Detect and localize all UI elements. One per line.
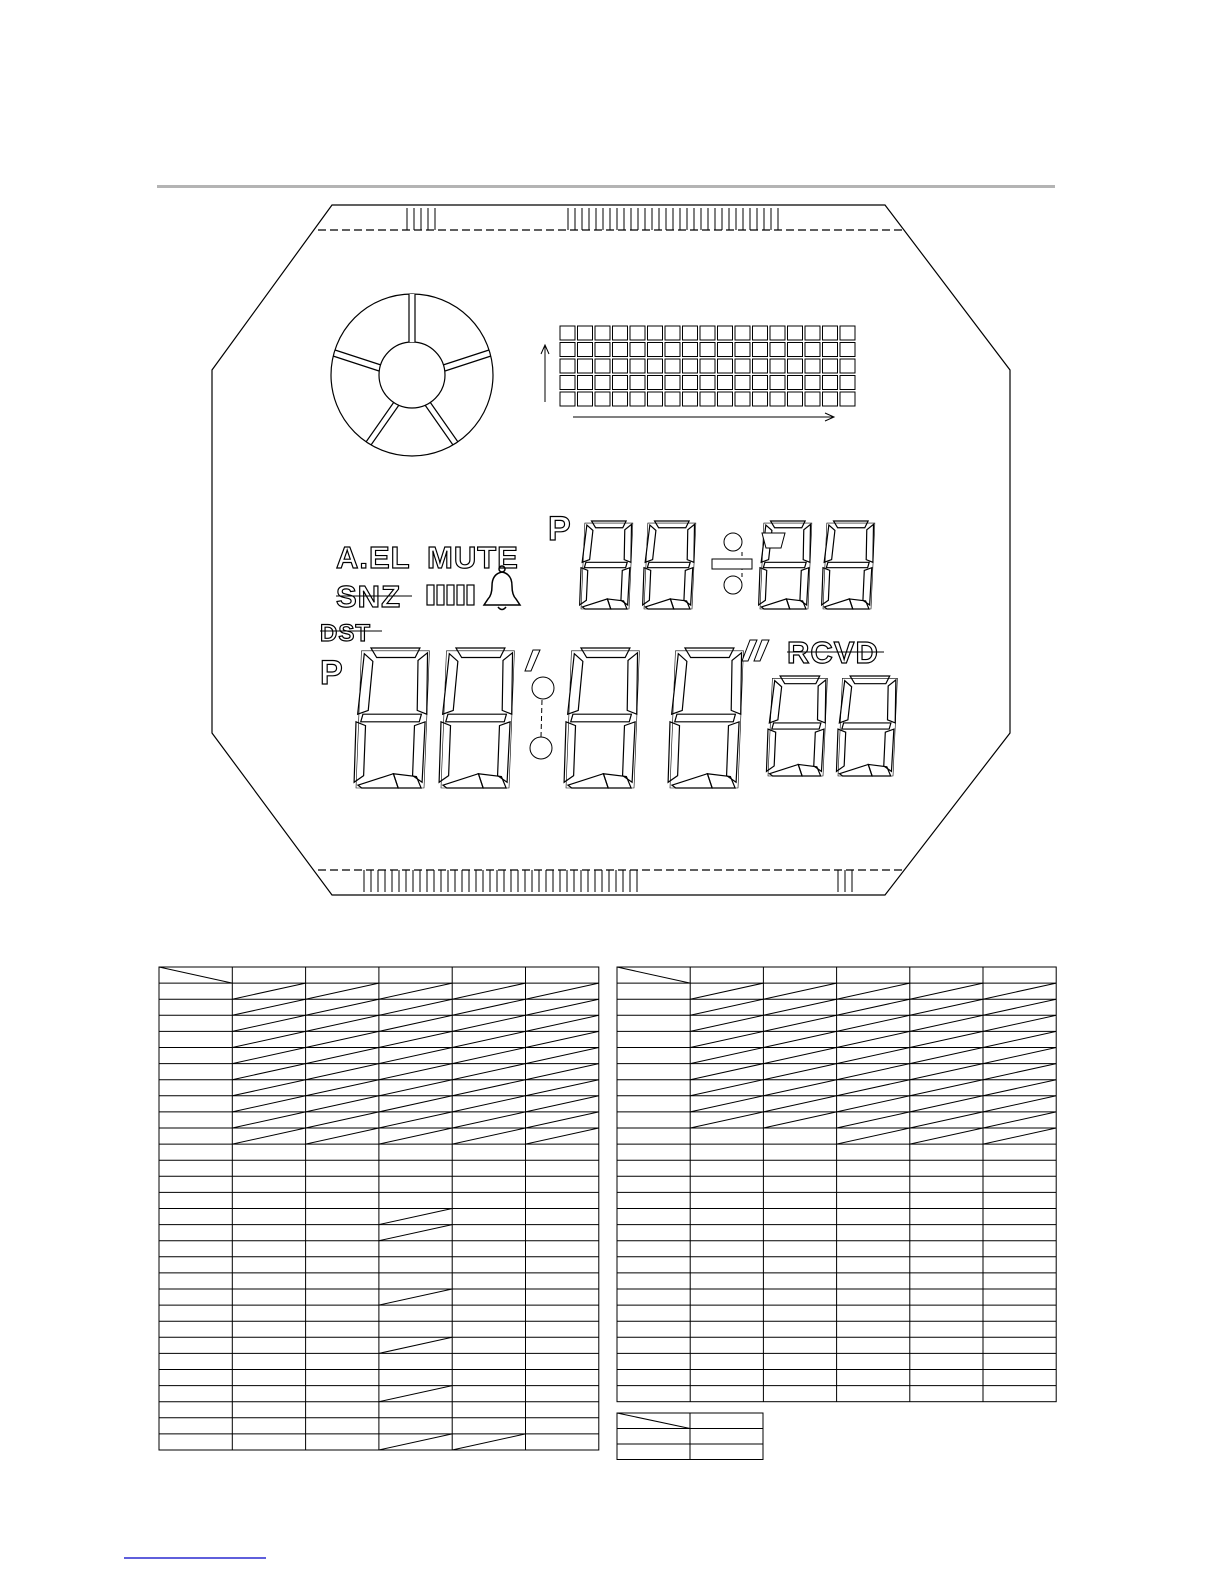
digit-segment (603, 774, 631, 788)
digit-segment (772, 723, 821, 729)
table-cell-diagonal (983, 1048, 1056, 1064)
digit-segment (888, 680, 896, 723)
bar-cell (578, 343, 593, 357)
bar-cell (718, 326, 733, 340)
digit-segment (607, 599, 627, 609)
digit-segment (771, 521, 806, 528)
table-cell-diagonal (690, 1048, 763, 1064)
table-cell-diagonal (306, 1080, 379, 1096)
bar-cell (560, 326, 575, 340)
digit-segment (849, 599, 869, 609)
table-cell-diagonal (526, 983, 599, 999)
ael-indicator: A.EL (336, 540, 411, 575)
bar-cell (805, 359, 820, 373)
digit-segment (814, 729, 824, 771)
digit-segment (868, 764, 890, 776)
digit-segment (564, 722, 575, 782)
table-cell-diagonal (232, 1064, 305, 1080)
digit-segment (446, 714, 507, 722)
rcvd-indicator: RCVD (787, 635, 879, 670)
table-cell-diagonal (690, 999, 763, 1015)
left-segment-table (159, 967, 599, 1450)
main-digit (668, 648, 743, 788)
table-cell-diagonal (379, 1112, 452, 1128)
bar-cell (735, 376, 750, 390)
bar-cell (700, 343, 715, 357)
table-cell-diagonal (306, 1128, 379, 1144)
bar-cell (595, 392, 610, 406)
bar-cell (823, 359, 838, 373)
digit-segment (685, 648, 734, 658)
top-digit (580, 521, 633, 609)
bar-cell (735, 392, 750, 406)
table-cell-diagonal (983, 1064, 1056, 1080)
table-cell-diagonal (232, 1015, 305, 1031)
bar-cell (560, 392, 575, 406)
bar-cell (665, 376, 680, 390)
table-cell-diagonal (837, 1128, 910, 1144)
table-cell-diagonal (763, 1015, 836, 1031)
table-cell-diagonal (763, 1064, 836, 1080)
digit-segment (687, 524, 694, 562)
table-cell-diagonal (452, 983, 525, 999)
bar-cell (840, 392, 855, 406)
table-header-diagonal (617, 1413, 690, 1429)
table-cell-diagonal (232, 1128, 305, 1144)
digit-segment (826, 562, 869, 567)
bar-cell (718, 392, 733, 406)
bar-cell (683, 343, 698, 357)
table-cell-diagonal (763, 983, 836, 999)
table-cell-diagonal (379, 983, 452, 999)
top-digit (643, 521, 696, 609)
table-cell-diagonal (306, 983, 379, 999)
table-header-diagonal (617, 967, 690, 983)
bar-cell (753, 326, 768, 340)
table-cell-diagonal (379, 1337, 452, 1353)
bar-cell (805, 376, 820, 390)
digit-segment (684, 568, 693, 605)
table-cell-diagonal (837, 1080, 910, 1096)
table-cell-diagonal (983, 1080, 1056, 1096)
table-cell-diagonal (910, 1096, 983, 1112)
bar-cell (595, 376, 610, 390)
table-cell-diagonal (837, 983, 910, 999)
table-cell-diagonal (837, 1031, 910, 1047)
table-cell-diagonal (452, 999, 525, 1015)
digit-segment (580, 568, 588, 605)
bar-cell (840, 343, 855, 357)
digit-segment (498, 722, 511, 782)
bar-cell (648, 359, 663, 373)
bar-cell (578, 392, 593, 406)
seconds-digit (836, 676, 897, 776)
bar-cell (665, 326, 680, 340)
bar-cell (700, 376, 715, 390)
digit-segment (670, 599, 690, 609)
bar-cell (613, 359, 628, 373)
table-cell-diagonal (910, 1064, 983, 1080)
digit-segment (850, 676, 890, 684)
colon-main (530, 677, 554, 759)
table-cell-diagonal (526, 1128, 599, 1144)
digit-segment (822, 568, 830, 605)
bar-cell (770, 376, 785, 390)
digit-segment (884, 729, 894, 771)
table-cell-diagonal (837, 1048, 910, 1064)
bar-cell (560, 376, 575, 390)
table-cell-diagonal (837, 999, 910, 1015)
seconds-digit (766, 676, 827, 776)
bar-graph-icon (560, 326, 855, 406)
table-cell-diagonal (763, 999, 836, 1015)
mute-indicator: MUTE (427, 540, 519, 575)
bar-cell (770, 326, 785, 340)
table-cell-diagonal (306, 1015, 379, 1031)
digit-segment (675, 714, 736, 722)
table-cell-diagonal (232, 1112, 305, 1128)
table-cell-diagonal (983, 1031, 1056, 1047)
digit-segment (647, 562, 690, 567)
table-cell-diagonal (763, 1112, 836, 1128)
table-cell-diagonal (983, 1015, 1056, 1031)
digit-segment (866, 524, 873, 562)
top-tick-mark (762, 533, 785, 548)
table-cell-diagonal (983, 999, 1056, 1015)
digit-segment (800, 568, 809, 605)
table-cell-diagonal (526, 1096, 599, 1112)
table-cell-diagonal (452, 1080, 525, 1096)
bar-cell (613, 343, 628, 357)
bar-cell (770, 392, 785, 406)
digit-segment (439, 722, 450, 782)
table-cell-diagonal (379, 1015, 452, 1031)
bar-cell (648, 343, 663, 357)
digit-segment (863, 568, 872, 605)
digit-segment (780, 676, 820, 684)
table-cell-diagonal (526, 999, 599, 1015)
bar-cell (823, 343, 838, 357)
digit-segment (707, 774, 735, 788)
digit-segment (502, 653, 512, 714)
bar-cell (648, 392, 663, 406)
p-indicator-top: P (548, 510, 572, 548)
digit-segment (623, 722, 636, 782)
table-cell-diagonal (763, 1096, 836, 1112)
bar-cell (805, 343, 820, 357)
table-cell-diagonal (232, 1080, 305, 1096)
table-cell-diagonal (379, 1209, 452, 1225)
digit-segment (766, 729, 775, 771)
table-cell-diagonal (452, 1015, 525, 1031)
right-arrow-icon (573, 413, 834, 421)
bar-cell (595, 343, 610, 357)
bar-cell (560, 343, 575, 357)
table-cell-diagonal (983, 1128, 1056, 1144)
table-cell-diagonal (910, 1128, 983, 1144)
digit-segment (731, 653, 741, 714)
bar-cell (735, 326, 750, 340)
bar-cell (788, 326, 803, 340)
digit-segment (393, 774, 421, 788)
table-cell-diagonal (690, 1096, 763, 1112)
bar-cell (683, 326, 698, 340)
bar-cell (788, 376, 803, 390)
table-cell-diagonal (690, 1064, 763, 1080)
digit-segment (759, 568, 767, 605)
bar-cell (595, 326, 610, 340)
table-cell-diagonal (379, 1225, 452, 1241)
table-cell-diagonal (379, 1386, 452, 1402)
bar-cell (560, 359, 575, 373)
bar-cell (718, 359, 733, 373)
table-cell-diagonal (526, 1080, 599, 1096)
digit-segment (803, 524, 810, 562)
bar-cell (630, 376, 645, 390)
bar-cell (700, 326, 715, 340)
bar-cell (840, 376, 855, 390)
digit-segment (361, 714, 422, 722)
bar-cell (613, 392, 628, 406)
bar-cell (735, 359, 750, 373)
digit-segment (621, 568, 630, 605)
top-rule (157, 185, 1055, 188)
bar-cell (665, 392, 680, 406)
bar-cell (630, 392, 645, 406)
digit-segment (727, 722, 740, 782)
bar-cell (683, 376, 698, 390)
digit-segment (413, 722, 426, 782)
bar-cell (770, 359, 785, 373)
bar-cell (788, 359, 803, 373)
lcd-panel (212, 205, 1010, 895)
bar-cell (683, 359, 698, 373)
second-mark (742, 640, 769, 661)
bar-cell (683, 392, 698, 406)
digit-segment (763, 562, 806, 567)
table-cell-diagonal (452, 1064, 525, 1080)
table-cell-diagonal (452, 1434, 525, 1450)
table-cell-diagonal (379, 1289, 452, 1305)
table-cell-diagonal (232, 1096, 305, 1112)
digit-segment (478, 774, 506, 788)
table-cell-diagonal (983, 1096, 1056, 1112)
bar-cell (753, 343, 768, 357)
table-cell-diagonal (837, 1096, 910, 1112)
bar-cell (735, 343, 750, 357)
lcd-outline (212, 205, 1010, 895)
table-cell-diagonal (837, 1064, 910, 1080)
table-cell-diagonal (452, 1031, 525, 1047)
main-digit (354, 648, 429, 788)
table-cell-diagonal (379, 1080, 452, 1096)
bar-cell (595, 359, 610, 373)
bar-cell (840, 326, 855, 340)
table-cell-diagonal (983, 1112, 1056, 1128)
digit-segment (417, 653, 427, 714)
table-cell-diagonal (452, 1096, 525, 1112)
digit-segment (584, 562, 627, 567)
table-cell-diagonal (232, 1031, 305, 1047)
table-cell-diagonal (763, 1048, 836, 1064)
snooze-indicator: SNZ (336, 579, 401, 614)
segment-tables (159, 967, 1056, 1460)
table-cell-diagonal (910, 1112, 983, 1128)
table-cell-diagonal (306, 1031, 379, 1047)
table-cell-diagonal (306, 1112, 379, 1128)
bar-cell (613, 326, 628, 340)
table-cell-diagonal (526, 1112, 599, 1128)
bar-cell (823, 376, 838, 390)
bar-cell (665, 359, 680, 373)
bar-cell (823, 326, 838, 340)
bar-cell (805, 392, 820, 406)
vibration-icon (427, 585, 474, 605)
table-cell-diagonal (690, 983, 763, 999)
bar-cell (648, 326, 663, 340)
bar-cell (630, 343, 645, 357)
table-cell-diagonal (526, 1048, 599, 1064)
table-cell-diagonal (526, 1064, 599, 1080)
up-arrow-icon (541, 345, 549, 402)
digit-segment (834, 521, 869, 528)
table-cell-diagonal (690, 1080, 763, 1096)
table-cell-diagonal (232, 999, 305, 1015)
table-cell-diagonal (690, 1015, 763, 1031)
table-cell-diagonal (910, 1080, 983, 1096)
table-cell-diagonal (910, 1031, 983, 1047)
bar-cell (578, 359, 593, 373)
bar-cell (665, 343, 680, 357)
table-cell-diagonal (690, 1112, 763, 1128)
bar-cell (770, 343, 785, 357)
digit-segment (371, 648, 420, 658)
table-cell-diagonal (379, 1096, 452, 1112)
table-cell-diagonal (837, 1015, 910, 1031)
table-cell-diagonal (306, 1096, 379, 1112)
digit-segment (668, 722, 679, 782)
table-cell-diagonal (910, 999, 983, 1015)
disc-segment-icon (331, 294, 493, 456)
table-cell-diagonal (379, 999, 452, 1015)
bar-cell (700, 392, 715, 406)
bar-cell (753, 376, 768, 390)
p-indicator-main: P (320, 654, 344, 692)
table-cell-diagonal (910, 1048, 983, 1064)
bar-cell (613, 376, 628, 390)
table-cell-diagonal (526, 1031, 599, 1047)
right-segment-table (617, 967, 1056, 1402)
digit-segment (627, 653, 637, 714)
digit-segment (818, 680, 826, 723)
main-digit (564, 648, 639, 788)
colon-top (712, 533, 752, 594)
digit-segment (571, 714, 632, 722)
table-cell-diagonal (232, 1048, 305, 1064)
table-cell-diagonal (306, 1064, 379, 1080)
table-header-diagonal (159, 967, 232, 983)
main-digit (439, 648, 514, 788)
bar-cell (718, 343, 733, 357)
table-cell-diagonal (910, 1015, 983, 1031)
digit-segment (624, 524, 631, 562)
bar-cell (805, 326, 820, 340)
table-cell-diagonal (837, 1112, 910, 1128)
digit-segment (592, 521, 627, 528)
table-cell-diagonal (379, 1434, 452, 1450)
bar-cell (630, 326, 645, 340)
top-digit (822, 521, 875, 609)
digit-segment (643, 568, 651, 605)
table-cell-diagonal (452, 1128, 525, 1144)
table-cell-diagonal (763, 1080, 836, 1096)
bar-cell (578, 376, 593, 390)
digit-segment (581, 648, 630, 658)
table-cell-diagonal (452, 1112, 525, 1128)
table-cell-diagonal (763, 1031, 836, 1047)
table-cell-diagonal (379, 1128, 452, 1144)
table-cell-diagonal (910, 983, 983, 999)
table-cell-diagonal (983, 983, 1056, 999)
table-cell-diagonal (452, 1048, 525, 1064)
table-cell-diagonal (379, 1064, 452, 1080)
digit-segment (354, 722, 365, 782)
table-cell-diagonal (690, 1031, 763, 1047)
bar-cell (753, 392, 768, 406)
bar-cell (700, 359, 715, 373)
dst-indicator: DST (320, 620, 371, 647)
table-cell-diagonal (526, 1015, 599, 1031)
table-cell-diagonal (232, 983, 305, 999)
digit-segment (842, 723, 891, 729)
small-segment-table (617, 1413, 763, 1460)
digit-segment (798, 764, 820, 776)
bar-cell (718, 376, 733, 390)
bar-cell (788, 392, 803, 406)
bar-cell (648, 376, 663, 390)
digit-segment (456, 648, 505, 658)
digit-segment (786, 599, 806, 609)
table-cell-diagonal (379, 1048, 452, 1064)
minute-mark (525, 650, 540, 671)
table-cell-diagonal (306, 999, 379, 1015)
digit-segment (655, 521, 690, 528)
table-cell-diagonal (306, 1048, 379, 1064)
bar-cell (753, 359, 768, 373)
bar-cell (630, 359, 645, 373)
bar-cell (578, 326, 593, 340)
bar-cell (840, 359, 855, 373)
bar-cell (823, 392, 838, 406)
table-cell-diagonal (379, 1031, 452, 1047)
bar-cell (788, 343, 803, 357)
digit-segment (836, 729, 845, 771)
